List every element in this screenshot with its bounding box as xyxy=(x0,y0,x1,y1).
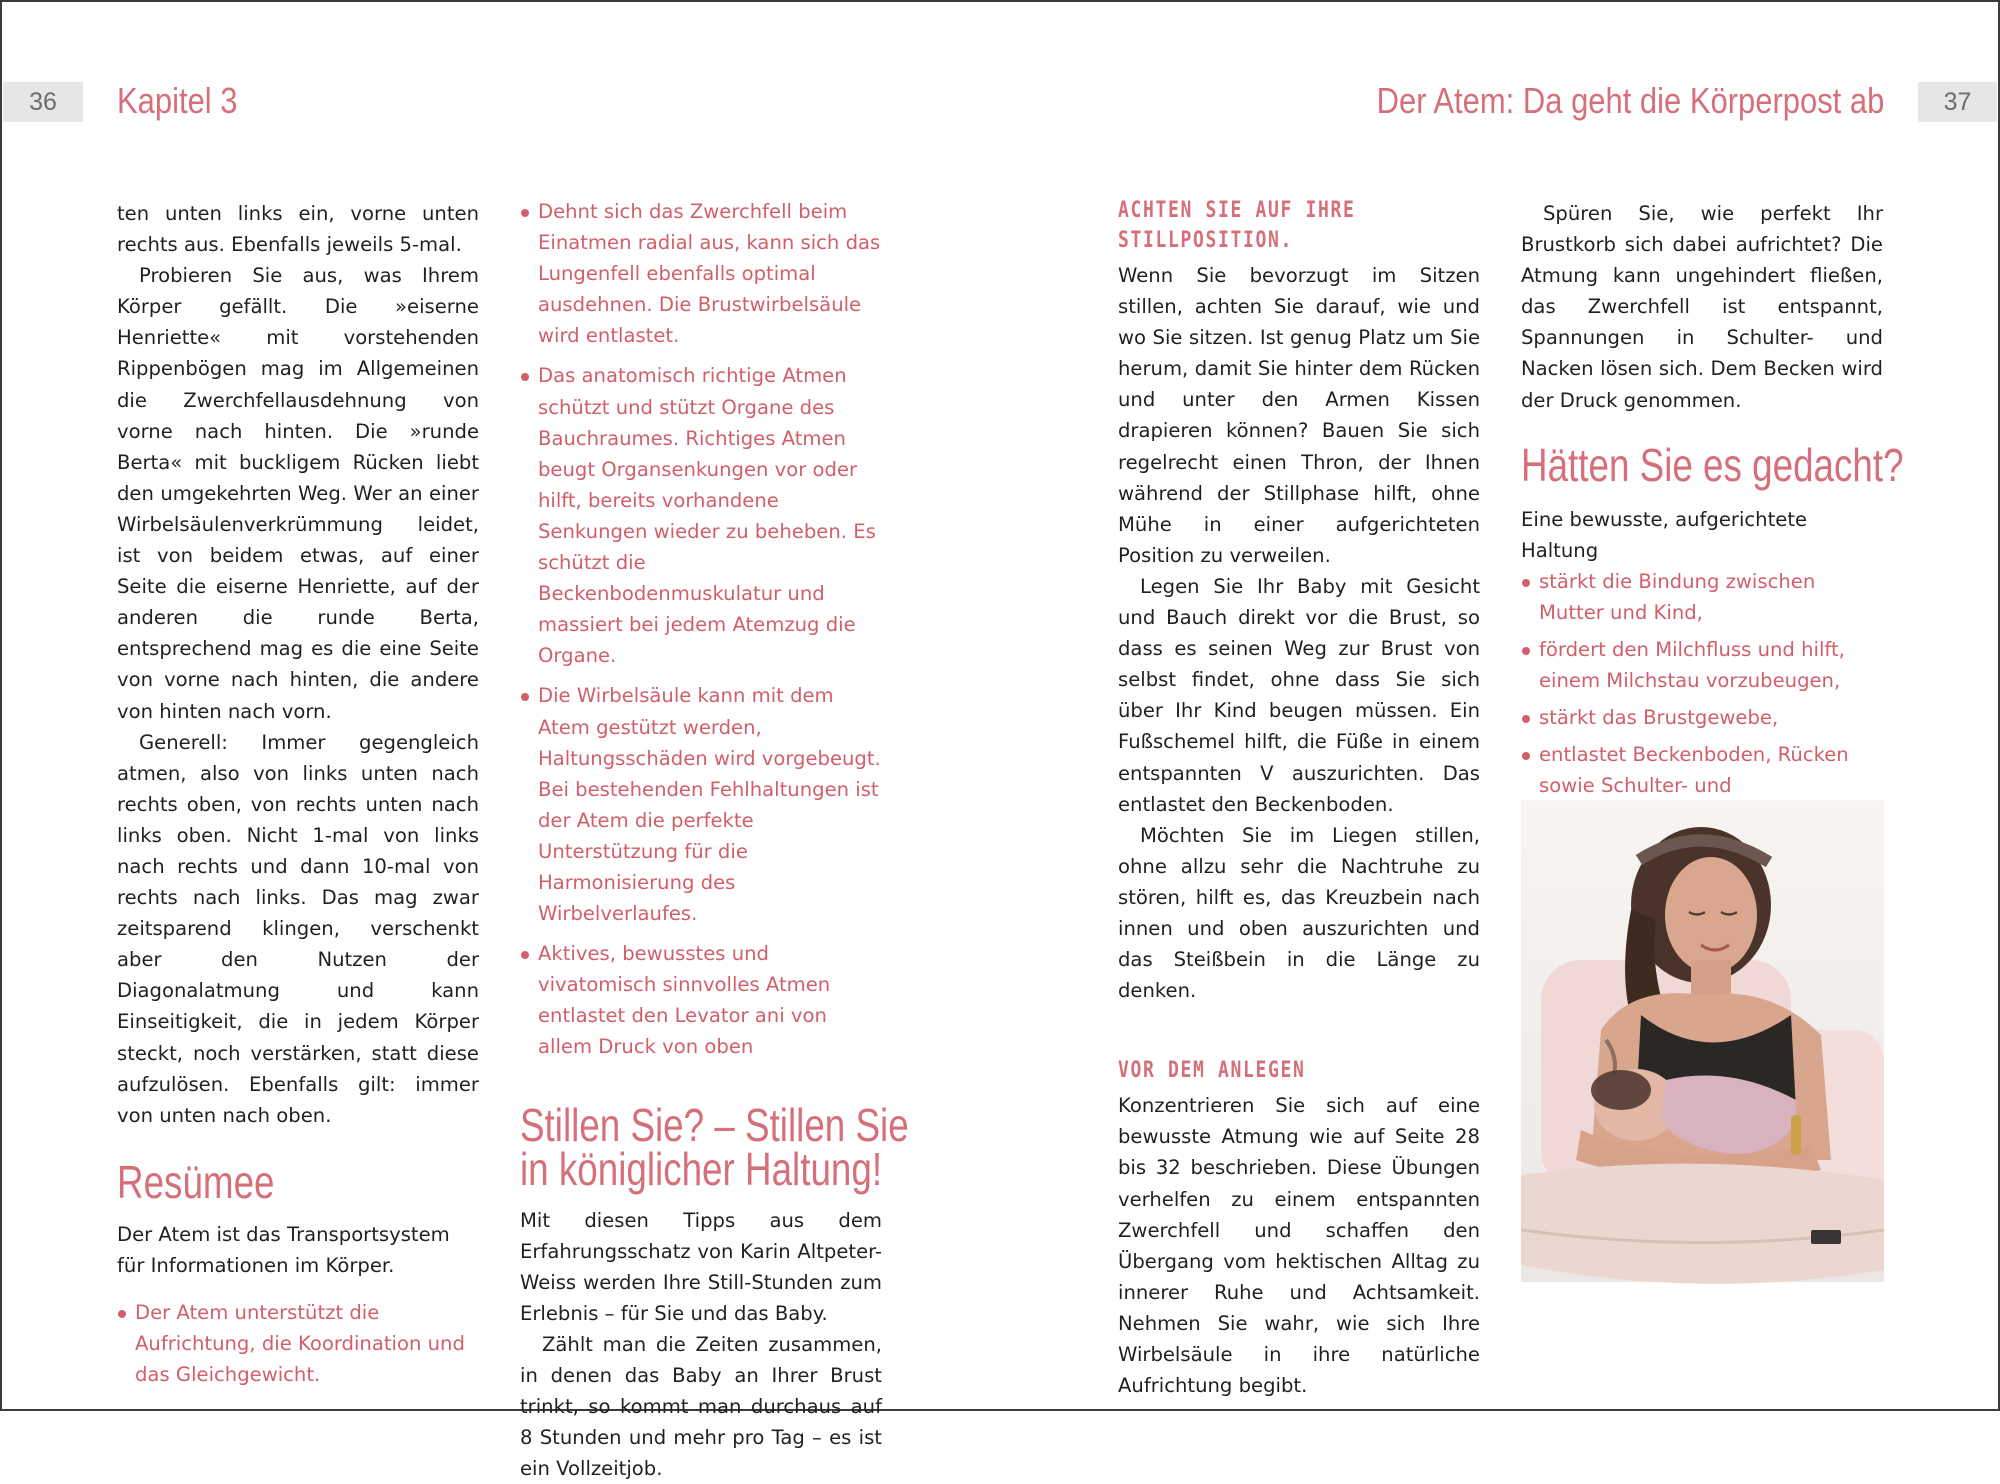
stillposition-heading-line-2: STILLPOSITION. xyxy=(1118,228,1294,253)
left-page-number xyxy=(3,82,83,122)
col1-paragraph-3: Generell: Immer gegengleich atmen, also von links unten nach rechts oben, von rechts unten nach links oben. Nicht 1-mal von links nach rechts und dann 10-mal von rechts nach links. Das mag zwar zeitsparend klingen, verschenkt aber den Nutzen der Diagonalatmung und kann Einseitigkeit, die in jedem Körper steckt, noch verstärken, statt diese aufzulösen. Ebenfalls gilt: immer von unten nach oben. xyxy=(117,730,479,1127)
col1-paragraph-1: ten unten links ein, vorne unten rechts aus. Ebenfalls jeweils 5-mal. xyxy=(117,202,479,257)
breastfeeding-photo xyxy=(1521,800,1884,1282)
column-1 xyxy=(117,198,479,1387)
benefits-bullet-2: Das anatomisch richtige Atmen schützt und stützt Organe des Bauchraumes. Richtiges Atmen beugt Organsenkungen vor oder hilft, bereits vorhandene Senkungen wieder zu beheben. Es schützt die Beckenbodenmuskulatur und massiert bei jedem Atemzug die Organe. xyxy=(520,360,882,671)
left-running-head: Kapitel 3 xyxy=(117,80,238,121)
bracelet xyxy=(1791,1115,1801,1155)
haltung-bullet-2: fördert den Milchfluss und hilft, einem Milchstau vorzubeugen, xyxy=(1521,634,1883,696)
haltung-bullet-3: stärkt das Brustgewebe, xyxy=(1521,702,1883,733)
resumee-bullet-1: Der Atem unterstützt die Aufrichtung, die Koordination und das Gleichgewicht. xyxy=(117,1297,479,1390)
column-3 xyxy=(1118,196,1480,1398)
col4-paragraph-1: Spüren Sie, wie perfekt Ihr Brustkorb sich dabei aufrichtet? Die Atmung kann ungehindert fließen, das Zwerchfell ist entspannt, Spannungen in Schulter- und Nacken lösen sich. Dem Becken wird der Druck genommen. xyxy=(1521,202,1883,412)
col4-intro: Eine bewusste, aufgerichtete Haltung xyxy=(1521,507,1808,562)
baby-hair xyxy=(1591,1070,1651,1110)
stillen-heading-line-1: Stillen Sie? – Stillen Sie xyxy=(520,1098,909,1151)
col3-paragraph-3: Möchten Sie im Liegen stillen, ohne allzu sehr die Nachtruhe zu stören, hilft es, das Kreuzbein nach innen und oben auszurichten und das Steißbein in die Länge zu denken. xyxy=(1118,823,1480,1003)
right-running-head: Der Atem: Da geht die Körperpost ab xyxy=(1376,80,1884,121)
col1-paragraph-4: Der Atem ist das Transportsystem für Informationen im Körper. xyxy=(117,1222,450,1277)
stillposition-heading-line-1: ACHTEN SIE AUF IHRE xyxy=(1118,198,1356,223)
pillow-label xyxy=(1811,1230,1841,1244)
nursing-pillow xyxy=(1521,1164,1884,1284)
resumee-bullet-list xyxy=(117,1297,479,1390)
haetten-sie-heading: Hätten Sie es gedacht? xyxy=(1521,438,1904,491)
vor-dem-anlegen-heading: VOR DEM ANLEGEN xyxy=(1118,1058,1306,1084)
col1-paragraph-2: Probieren Sie aus, was Ihrem Körper gefällt. Die »eiserne Henriette« mit vorstehenden Rippenbögen mag im Allgemeinen die Zwerchfellausdehnung von vorne nach hinten. Die »runde Berta« mit buckligem Rücken liebt den umgekehrten Weg. Wer an einer Wirbelsäulenverkrümmung leidet, ist von beidem etwas, auf einer Seite die eiserne Henriette, auf der anderen die runde Berta, entsprechend mag es die eine Seite von vorne nach hinten, die andere von hinten nach vorn. xyxy=(117,264,479,723)
stillposition-heading xyxy=(1118,196,1480,256)
stillen-heading-line-2: in königlicher Haltung! xyxy=(520,1142,883,1195)
haltung-bullet-4: entlastet Beckenboden, Rücken sowie Schulter- und xyxy=(1521,739,1883,832)
column-2 xyxy=(520,196,909,1481)
right-page-number-text: 37 xyxy=(1943,87,1972,116)
benefits-bullet-4: Aktives, bewusstes und vivatomisch sinnvolles Atmen entlastet den Levator ani von allem Druck von oben xyxy=(520,938,882,1062)
col2-paragraph-2: Zählt man die Zeiten zusammen, in denen das Baby an Ihrer Brust trinkt, so kommt man durchaus auf 8 Stunden und mehr pro Tag – es ist ein Vollzeitjob. xyxy=(520,1332,882,1481)
col3-paragraph-4: Konzentrieren Sie sich auf eine bewusste Atmung wie auf Seite 28 bis 32 beschrieben. Diese Übungen verhelfen zu einem entspannten Zwerchfell und schaffen den Übergang vom hektischen Alltag zu innerer Ruhe und Achtsamkeit. Nehmen Sie wahr, wie sich Ihre Wirbelsäule in ihre natürliche Aufrichtung begibt. xyxy=(1118,1094,1480,1398)
stillen-heading xyxy=(520,1098,909,1195)
right-page-number xyxy=(1918,82,1997,122)
resumee-heading: Resümee xyxy=(117,1155,275,1208)
haltung-bullet-1: stärkt die Bindung zwischen Mutter und Kind, xyxy=(1521,566,1883,628)
benefits-bullet-1: Dehnt sich das Zwerchfell beim Einatmen radial aus, kann sich das Lungenfell ebenfalls optimal ausdehnen. Die Brustwirbelsäule wird entlastet. xyxy=(520,196,882,351)
col2-paragraph-1: Mit diesen Tipps aus dem Erfahrungsschatz von Karin Altpeter-Weiss werden Ihre Still-Stunden zum Erlebnis – für Sie und das Baby. xyxy=(520,1208,882,1325)
face xyxy=(1665,857,1757,973)
haltung-bullet-list xyxy=(1521,566,1883,833)
benefits-bullet-3: Die Wirbelsäule kann mit dem Atem gestützt werden, Haltungsschäden wird vorgebeugt. Bei bestehenden Fehlhaltungen ist der Atem die perfekte Unterstützung für die Harmonisierung des Wirbelverlaufes. xyxy=(520,680,882,929)
breastfeeding-illustration xyxy=(1521,800,1884,1282)
col3-paragraph-2: Legen Sie Ihr Baby mit Gesicht und Bauch direkt vor die Brust, so dass es seinen Weg zur Brust von selbst findet, ohne dass Sie sich über Ihr Kind beugen müssen. Ein Fußschemel hilft, die Füße in einem entspannten V auszurichten. Das entlastet den Beckenboden. xyxy=(1118,574,1480,816)
benefits-bullet-list xyxy=(520,196,882,1063)
col3-paragraph-1: Wenn Sie bevorzugt im Sitzen stillen, achten Sie darauf, wie und wo Sie sitzen. Ist genug Platz um Sie herum, damit Sie hinter dem Rücken und unter den Armen Kissen drapieren können? Bauen Sie sich regelrecht einen Thron, der Ihnen während der Stillphase hilft, ohne Mühe in einer aufgerichteten Position zu verweilen. xyxy=(1118,264,1480,567)
left-page-number-text: 36 xyxy=(29,87,57,116)
